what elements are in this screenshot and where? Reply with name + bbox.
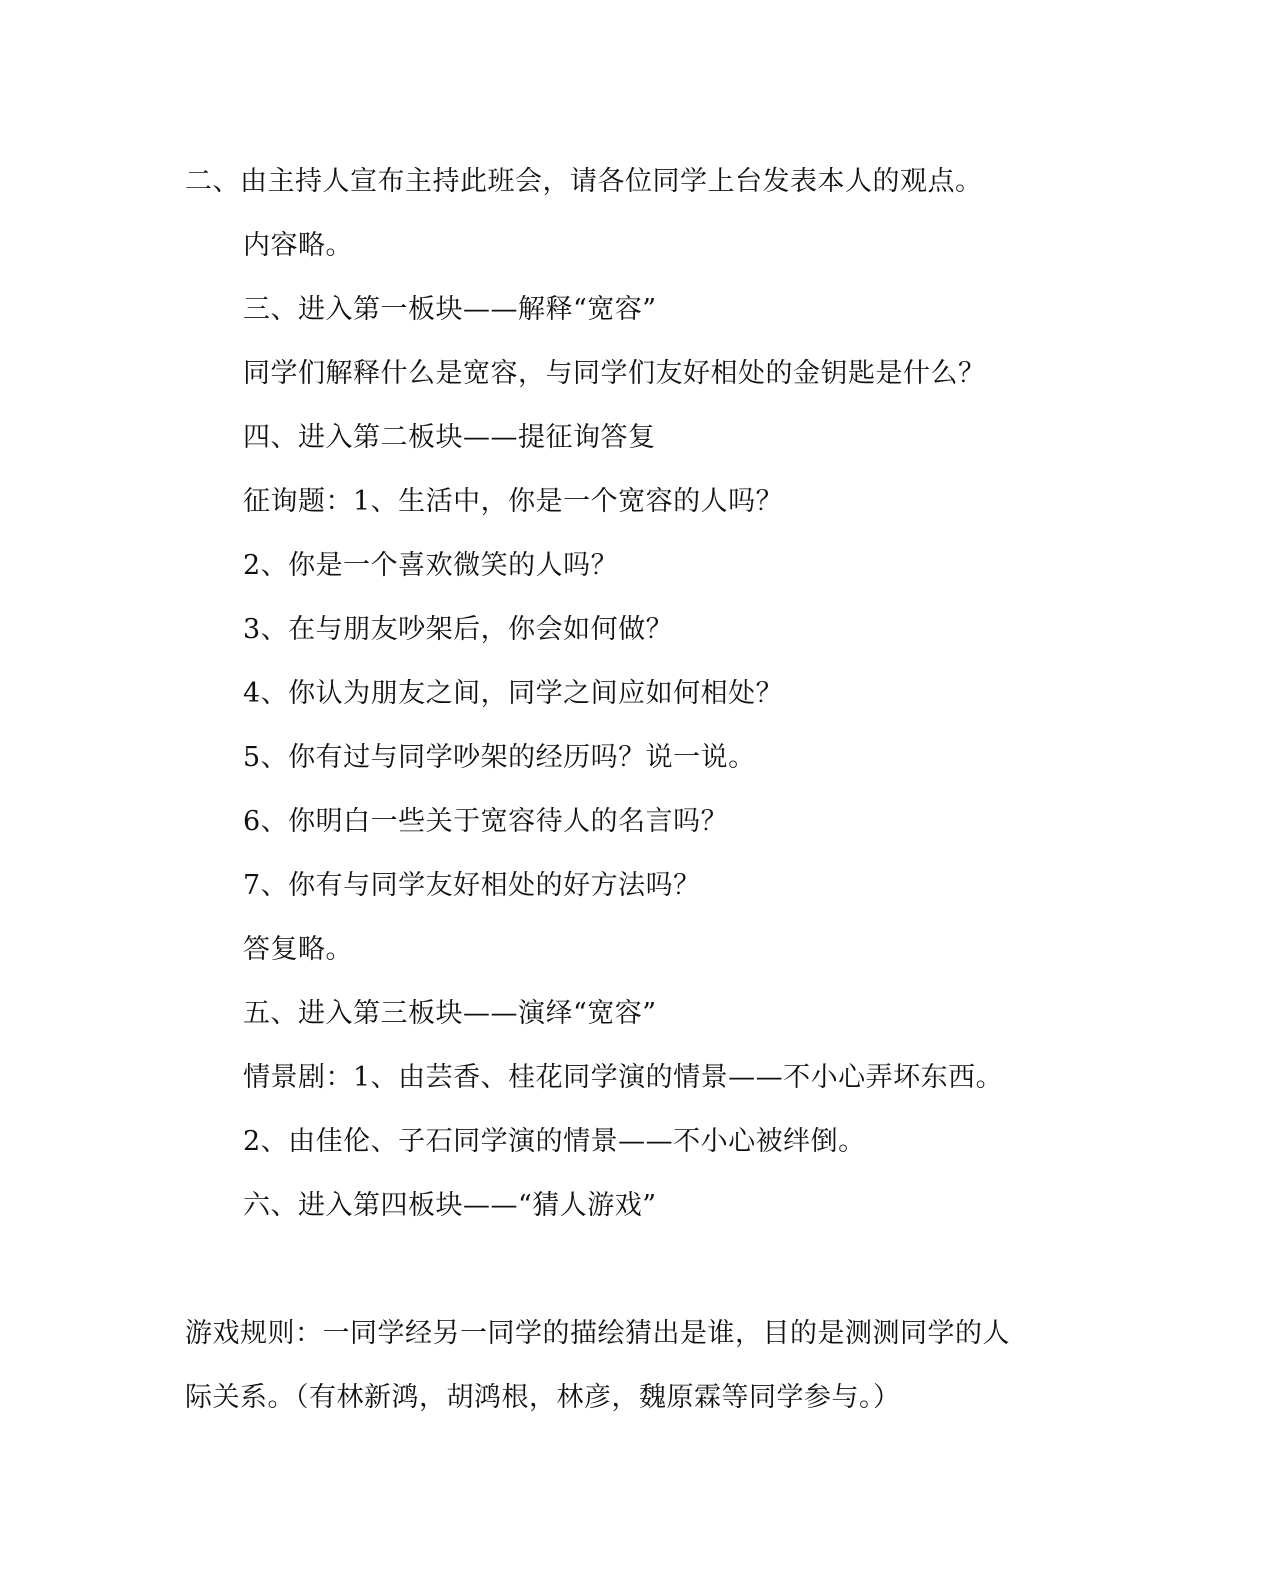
paragraph-17: 六、进入第四板块——“猜人游戏”	[243, 1190, 657, 1221]
paragraph-10: 5、你有过与同学吵架的经历吗？说一说。	[243, 742, 756, 773]
paragraph-14: 五、进入第三板块——演绎“宽容”	[243, 998, 657, 1029]
paragraph-8: 3、在与朋友吵架后，你会如何做？	[243, 614, 674, 645]
paragraph-6: 征询题：1、生活中，你是一个宽容的人吗？	[243, 486, 784, 517]
paragraph-4: 同学们解释什么是宽容，与同学们友好相处的金钥匙是什么？	[243, 358, 986, 389]
paragraph-3: 三、进入第一板块——解释“宽容”	[243, 294, 657, 325]
paragraph-13: 答复略。	[243, 934, 353, 965]
paragraph-5: 四、进入第二板块——提征询答复	[243, 422, 656, 453]
paragraph-15: 情景剧：1、由芸香、桂花同学演的情景——不小心弄坏东西。	[243, 1062, 1004, 1093]
paragraph-2: 内容略。	[243, 230, 353, 261]
paragraph-19: 际关系。（有林新鸿，胡鸿根，林彦，魏原霖等同学参与。）	[185, 1382, 901, 1413]
paragraph-18: 游戏规则：一同学经另一同学的描绘猜出是谁，目的是测测同学的人	[185, 1318, 1010, 1349]
paragraph-1: 二、由主持人宣布主持此班会，请各位同学上台发表本人的观点。	[185, 166, 983, 197]
paragraph-9: 4、你认为朋友之间，同学之间应如何相处？	[243, 678, 784, 709]
paragraph-11: 6、你明白一些关于宽容待人的名言吗？	[243, 806, 729, 837]
paragraph-16: 2、由佳伦、子石同学演的情景——不小心被绊倒。	[243, 1126, 866, 1157]
paragraph-12: 7、你有与同学友好相处的好方法吗？	[243, 870, 701, 901]
paragraph-7: 2、你是一个喜欢微笑的人吗？	[243, 550, 619, 581]
